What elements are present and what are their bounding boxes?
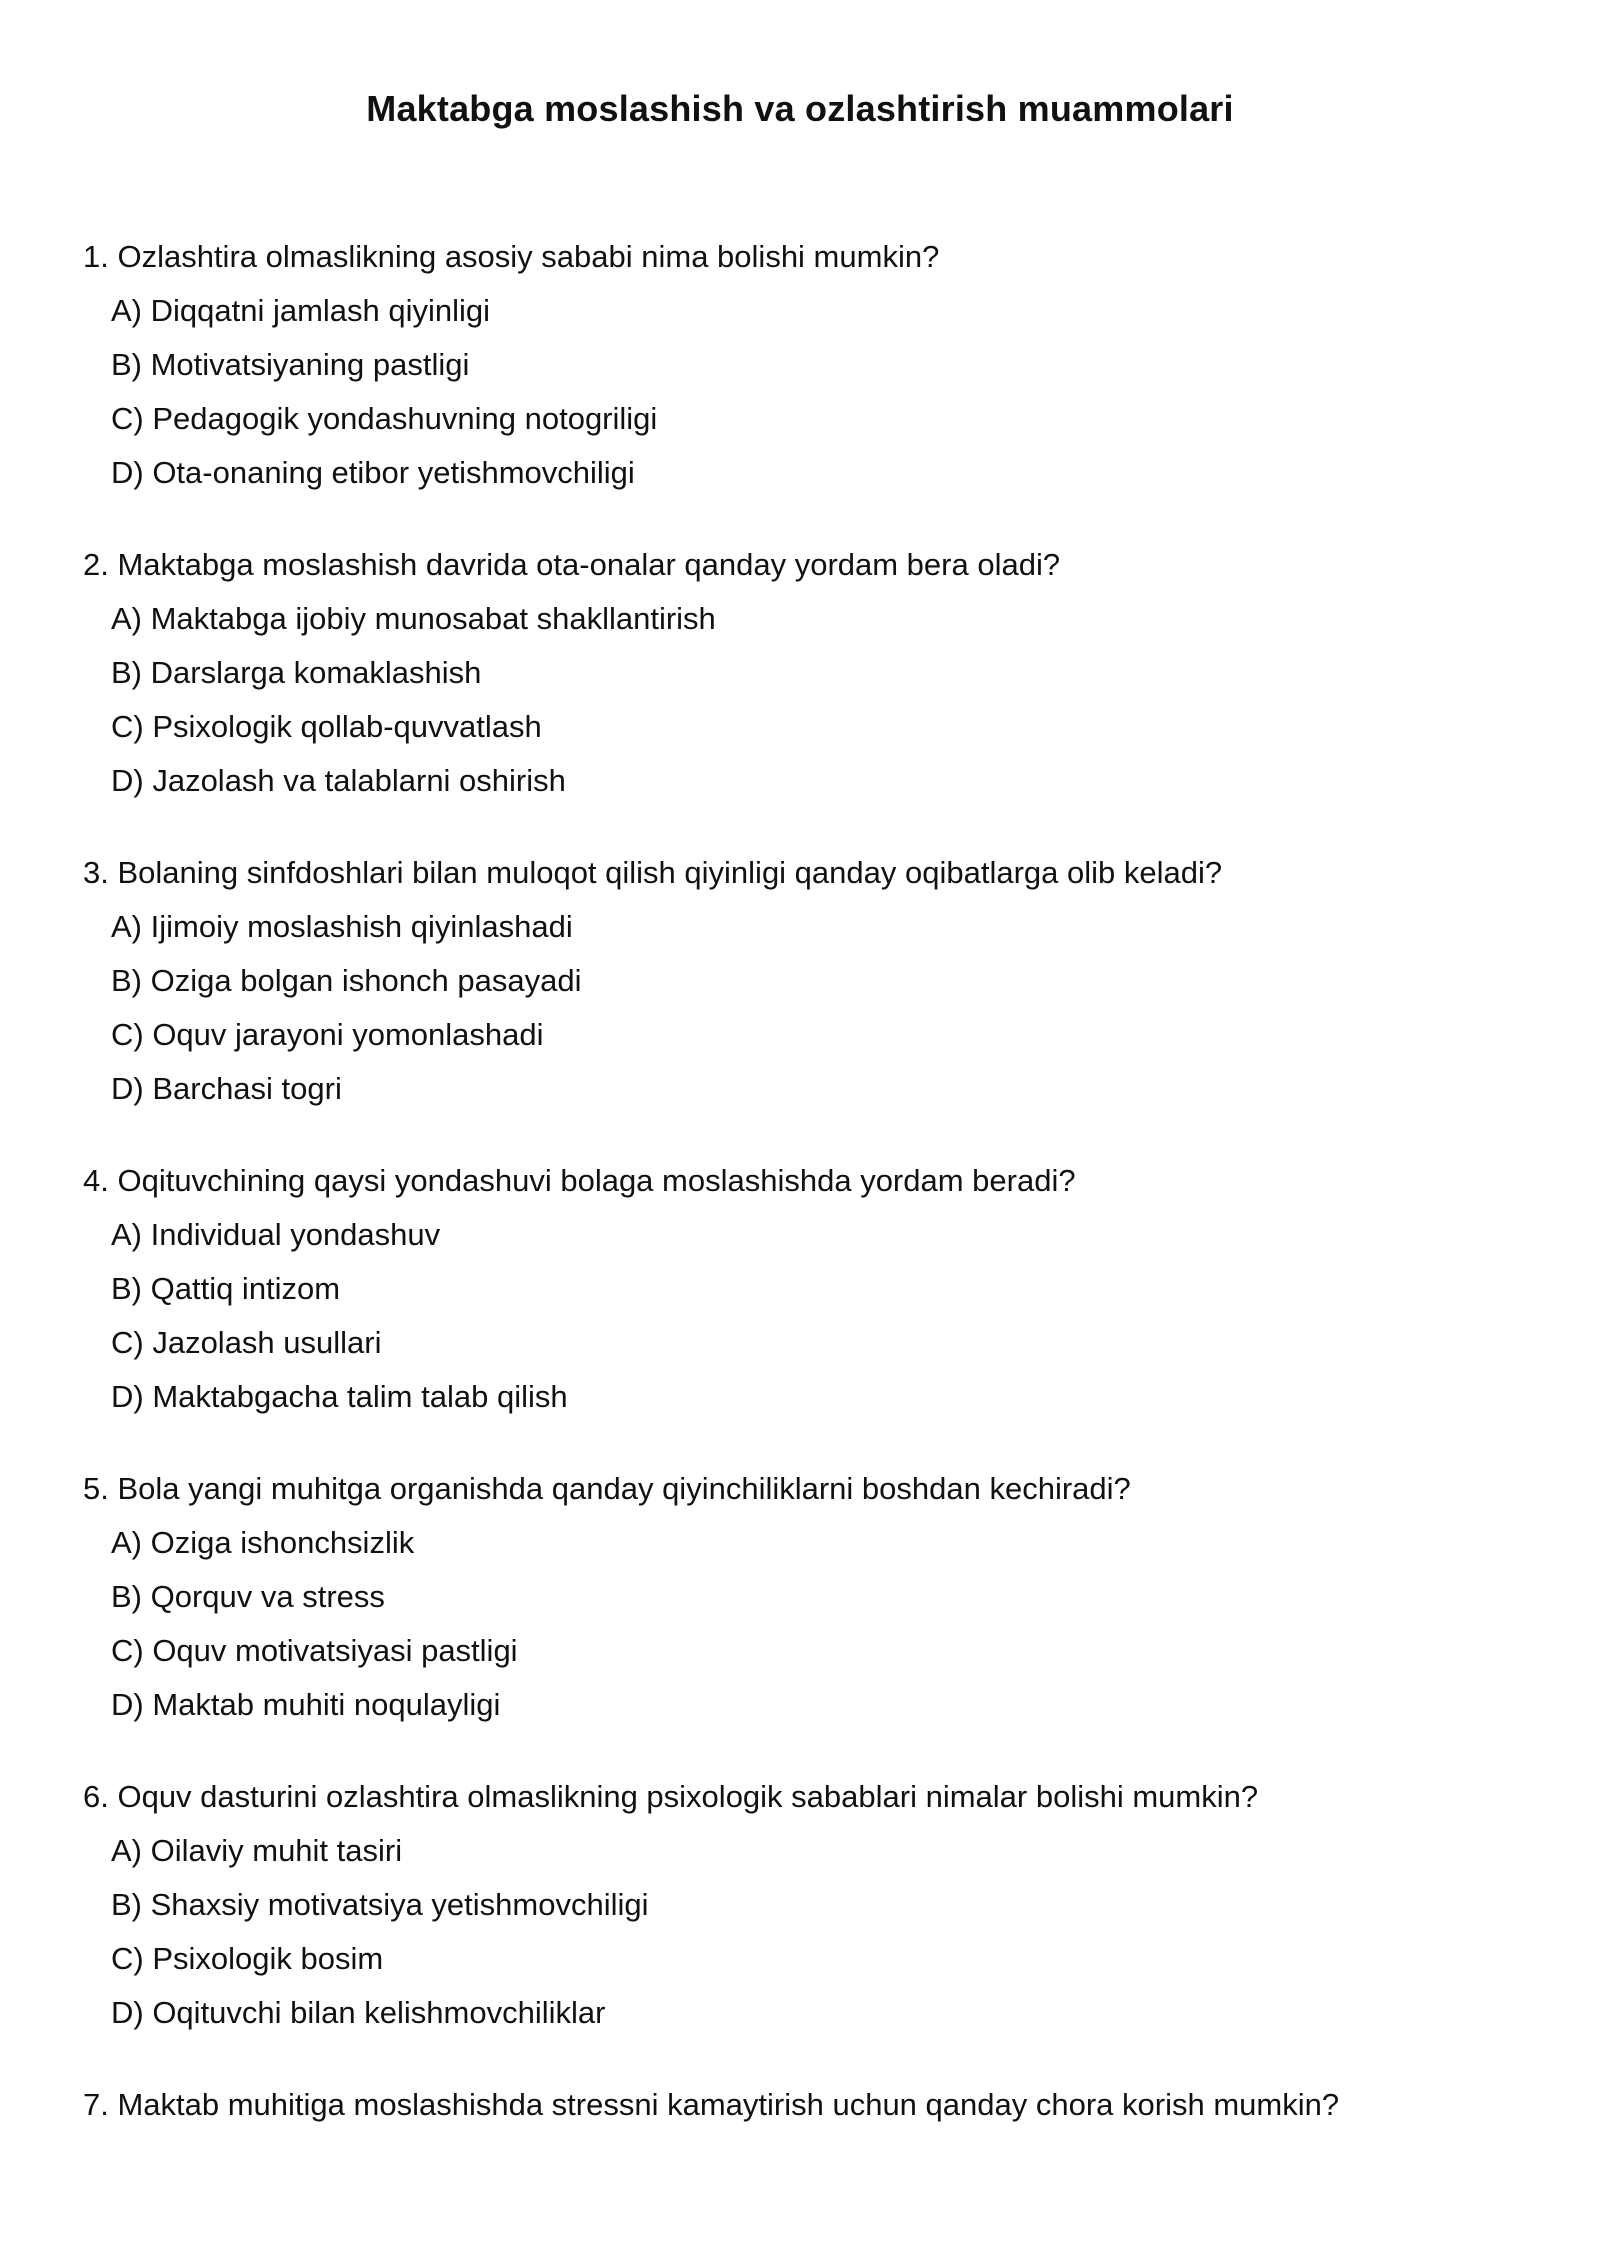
question-5 xyxy=(83,1462,1543,1732)
answer-option-a: A) Oilaviy muhit tasiri xyxy=(111,1833,403,1868)
answer-option-a: A) Ijimoiy moslashish qiyinlashadi xyxy=(111,909,573,944)
question-6 xyxy=(83,1770,1543,2040)
answer-option-b: B) Qattiq intizom xyxy=(111,1271,341,1306)
answer-option-c: C) Pedagogik yondashuvning notogriligi xyxy=(111,401,658,436)
answer-options xyxy=(83,1516,1543,1732)
question-text: 3. Bolaning sinfdoshlari bilan muloqot qilish qiyinligi qanday oqibatlarga olib keladi? xyxy=(83,855,1223,890)
answer-option-d: D) Maktab muhiti noqulayligi xyxy=(111,1687,501,1722)
document-title: Maktabga moslashish va ozlashtirish muammolari xyxy=(366,88,1234,129)
answer-option-a: A) Individual yondashuv xyxy=(111,1217,441,1252)
answer-option-b: B) Qorquv va stress xyxy=(111,1579,385,1614)
question-list xyxy=(83,230,1543,2170)
question-text: 2. Maktabga moslashish davrida ota-onalar qanday yordam bera oladi? xyxy=(83,547,1061,582)
answer-option-d: D) Ota-onaning etibor yetishmovchiligi xyxy=(111,455,635,490)
answer-options xyxy=(83,1824,1543,2040)
question-text: 1. Ozlashtira olmaslikning asosiy sababi nima bolishi mumkin? xyxy=(83,239,940,274)
answer-option-c: C) Psixologik bosim xyxy=(111,1941,384,1976)
answer-option-a: A) Maktabga ijobiy munosabat shakllantirish xyxy=(111,601,716,636)
question-4 xyxy=(83,1154,1543,1424)
answer-option-d: D) Maktabgacha talim talab qilish xyxy=(111,1379,568,1414)
question-text: 4. Oqituvchining qaysi yondashuvi bolaga moslashishda yordam beradi? xyxy=(83,1163,1076,1198)
answer-option-b: B) Motivatsiyaning pastligi xyxy=(111,347,470,382)
answer-option-c: C) Psixologik qollab-quvvatlash xyxy=(111,709,542,744)
question-7 xyxy=(83,2078,1543,2132)
answer-option-b: B) Shaxsiy motivatsiya yetishmovchiligi xyxy=(111,1887,649,1922)
question-text: 5. Bola yangi muhitga organishda qanday qiyinchiliklarni boshdan kechiradi? xyxy=(83,1471,1131,1506)
answer-options xyxy=(83,1208,1543,1424)
question-text: 7. Maktab muhitiga moslashishda stressni kamaytirish uchun qanday chora korish mumkin? xyxy=(83,2087,1340,2122)
answer-option-d: D) Oqituvchi bilan kelishmovchiliklar xyxy=(111,1995,606,2030)
answer-option-c: C) Oquv jarayoni yomonlashadi xyxy=(111,1017,544,1052)
question-1 xyxy=(83,230,1543,500)
answer-option-a: A) Diqqatni jamlash qiyinligi xyxy=(111,293,491,328)
answer-option-d: D) Barchasi togri xyxy=(111,1071,342,1106)
question-text: 6. Oquv dasturini ozlashtira olmaslikning psixologik sabablari nimalar bolishi mumkin? xyxy=(83,1779,1259,1814)
answer-option-a: A) Oziga ishonchsizlik xyxy=(111,1525,415,1560)
answer-option-c: C) Jazolash usullari xyxy=(111,1325,382,1360)
answer-options xyxy=(83,592,1543,808)
answer-option-c: C) Oquv motivatsiyasi pastligi xyxy=(111,1633,518,1668)
answer-options xyxy=(83,900,1543,1116)
answer-option-b: B) Oziga bolgan ishonch pasayadi xyxy=(111,963,582,998)
answer-option-b: B) Darslarga komaklashish xyxy=(111,655,482,690)
question-3 xyxy=(83,846,1543,1116)
answer-option-d: D) Jazolash va talablarni oshirish xyxy=(111,763,566,798)
question-2 xyxy=(83,538,1543,808)
answer-options xyxy=(83,284,1543,500)
